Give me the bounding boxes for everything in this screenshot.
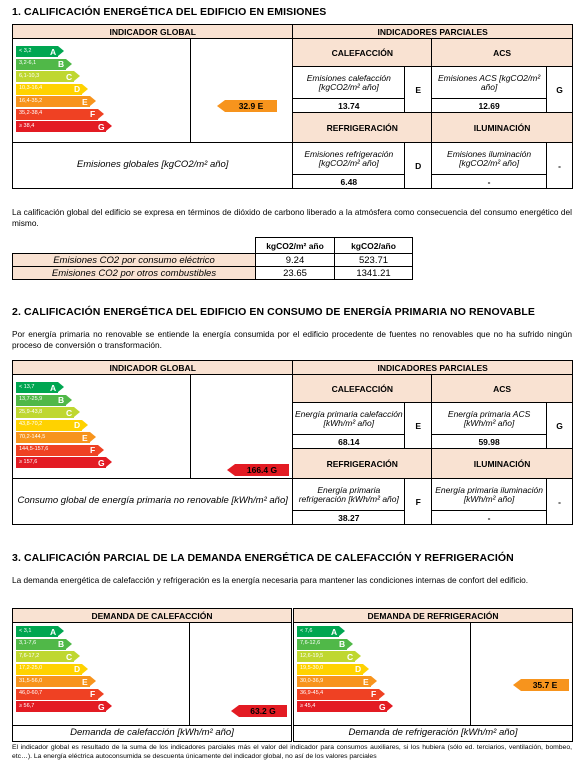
- scale-range-label: ≥ 38,4: [19, 122, 35, 129]
- scale-range-label: ≥ 56,7: [19, 702, 35, 709]
- s1-indicator-cell: [190, 39, 293, 143]
- s1-acs-grade: G: [547, 67, 573, 113]
- co2-row-v1: 23.65: [256, 267, 335, 280]
- scale-range-label: 6,1-10,3: [19, 72, 40, 79]
- scale-range-label: 70,2-144,5: [19, 433, 46, 440]
- s1-calef-value: 13.74: [293, 99, 405, 113]
- scale-letter: E: [363, 676, 369, 687]
- co2-table: [12, 237, 413, 280]
- s2-ilum-value: -: [432, 511, 547, 525]
- s3-cool-indicator-cell: [471, 623, 573, 726]
- scale-range-label: 7,6-17,2: [19, 652, 40, 659]
- s2-calef-label: Energía primaria calefacción [kWh/m² año]: [293, 403, 405, 435]
- scale-letter: D: [355, 664, 362, 674]
- s2-ilum-grade: -: [547, 479, 573, 525]
- co2-row-v2: 523.71: [335, 254, 413, 267]
- s3-heat-label: Demanda de calefacción [kWh/m² año]: [13, 726, 292, 742]
- s1-ilum-grade: -: [547, 143, 573, 189]
- s1-acs-label: Emisiones ACS [kgCO2/m² año]: [432, 67, 547, 99]
- s2-refrig-title: REFRIGERACIÓN: [293, 449, 432, 479]
- s2-paragraph: Por energía primaria no renovable se entiende la energía consumida por el edificio procedente de fuentes no renovables que no ha sufrido ningún proceso de conversión o transformación.: [12, 329, 572, 350]
- s1-calef-grade: E: [405, 67, 432, 113]
- co2-row-v1: 9.24: [256, 254, 335, 267]
- scale-letter: G: [98, 701, 105, 712]
- scale-letter: C: [66, 651, 73, 662]
- scale-range-label: ≥ 45,4: [300, 702, 316, 709]
- scale-letter: D: [74, 420, 81, 430]
- scale-letter: G: [98, 121, 105, 132]
- scale-letter: G: [379, 701, 386, 712]
- scale-range-label: 43,8-70,2: [19, 421, 43, 427]
- scale-letter: F: [371, 689, 377, 699]
- s2-refrig-grade: F: [405, 479, 432, 525]
- s2-global-header: INDICADOR GLOBAL: [13, 361, 293, 375]
- s3-cool-header: DEMANDA DE REFRIGERACIÓN: [294, 609, 573, 623]
- scale-letter: C: [66, 71, 73, 82]
- indicator-value: 32.9 E: [238, 101, 264, 111]
- s2-partial-header: INDICADORES PARCIALES: [293, 361, 573, 375]
- indicator-value: 166.4 G: [246, 465, 278, 475]
- scale-range-label: 144,5-157,6: [19, 446, 49, 452]
- s1-partial-header: INDICADORES PARCIALES: [293, 25, 573, 39]
- scale-range-label: < 13,7: [19, 383, 35, 390]
- s1-calef-label: Emisiones calefacción [kgCO2/m² año]: [293, 67, 405, 99]
- s2-calef-value: 68.14: [293, 435, 405, 449]
- scale-range-label: 17,2-25,0: [19, 665, 43, 671]
- co2-col2-header: kgCO2/año: [335, 238, 413, 254]
- section-1-title: 1. CALIFICACIÓN ENERGÉTICA DEL EDIFICIO EN EMISIONES: [12, 6, 327, 18]
- scale-range-label: 3,2-6,1: [19, 60, 37, 66]
- s2-acs-value: 59.98: [432, 435, 547, 449]
- s2-indicator-cell: [190, 375, 293, 479]
- s3-cool-label: Demanda de refrigeración [kWh/m² año]: [294, 726, 573, 742]
- s1-global-header: INDICADOR GLOBAL: [13, 25, 293, 39]
- s1-ilum-title: ILUMINACIÓN: [432, 113, 573, 143]
- s2-acs-title: ACS: [432, 375, 573, 403]
- scale-letter: F: [90, 109, 96, 119]
- scale-range-label: 36,9-45,4: [300, 690, 324, 696]
- s1-refrig-title: REFRIGERACIÓN: [293, 113, 432, 143]
- s3-paragraph: La demanda energética de calefacción y refrigeración es la energía necesaria para mantener las condiciones internas de confort del edificio.: [12, 575, 529, 585]
- scale-letter: F: [90, 689, 96, 699]
- s2-indicators-table: [12, 360, 573, 525]
- s2-acs-grade: G: [547, 403, 573, 449]
- scale-range-label: < 3,1: [19, 627, 32, 634]
- indicator-value: 35.7 E: [532, 680, 558, 690]
- s1-global-label: Emisiones globales [kgCO2/m² año]: [13, 143, 293, 189]
- scale-range-label: 35,2-38,4: [19, 110, 43, 116]
- scale-letter: B: [339, 639, 346, 649]
- s1-acs-title: ACS: [432, 39, 573, 67]
- scale-letter: G: [98, 457, 105, 468]
- s1-calef-title: CALEFACCIÓN: [293, 39, 432, 67]
- s1-ilum-value: -: [432, 175, 547, 189]
- scale-letter: A: [50, 626, 57, 637]
- scale-range-label: 30,0-36,9: [300, 677, 324, 684]
- scale-range-label: 3,1-7,6: [19, 640, 37, 646]
- scale-letter: E: [82, 96, 88, 107]
- co2-col1-header: kgCO2/m² año: [256, 238, 335, 254]
- s3-cool-rating-indicator: [513, 679, 569, 691]
- scale-letter: C: [347, 651, 354, 662]
- scale-letter: A: [50, 46, 57, 57]
- scale-range-label: < 7,6: [300, 627, 313, 634]
- s1-ilum-label: Emisiones iluminación [kgCO2/m² año]: [432, 143, 547, 175]
- s2-refrig-value: 38.27: [293, 511, 405, 525]
- s1-rating-indicator: [217, 100, 277, 112]
- scale-letter: D: [74, 84, 81, 94]
- s2-ilum-label: Energía primaria iluminación [kWh/m² año]: [432, 479, 547, 511]
- scale-letter: B: [58, 639, 65, 649]
- s1-acs-value: 12.69: [432, 99, 547, 113]
- s2-calef-grade: E: [405, 403, 432, 449]
- section-2-title: 2. CALIFICACIÓN ENERGÉTICA DEL EDIFICIO EN CONSUMO DE ENERGÍA PRIMARIA NO RENOVABLE: [12, 306, 536, 318]
- s1-paragraph: La calificación global del edificio se expresa en términos de dióxido de carbono liberado a la atmósfera como consecuencia del consumo energético del mismo.: [12, 207, 572, 228]
- footnote: El indicador global es resultado de la suma de los indicadores parciales más el valor del indicador para consumos auxiliares, si los hubiera (sólo ed. terciarios, ventilación, bombeo, etc…). La energía eléctrica autoconsumida se descuenta únicamente del indicador global, no así de los valores parciales: [12, 744, 572, 760]
- s1-refrig-value: 6.48: [293, 175, 405, 189]
- indicator-value: 63.2 G: [250, 706, 276, 716]
- s2-acs-label: Energía primaria ACS [kWh/m² año]: [432, 403, 547, 435]
- s1-refrig-grade: D: [405, 143, 432, 189]
- scale-range-label: 25,9-43,8: [19, 408, 43, 415]
- scale-range-label: 7,6-12,6: [300, 640, 321, 646]
- scale-letter: B: [58, 395, 65, 405]
- scale-range-label: 31,5-56,0: [19, 677, 43, 684]
- scale-range-label: 12,6-19,5: [300, 652, 324, 659]
- s1-indicators-table: [12, 24, 573, 189]
- s2-calef-title: CALEFACCIÓN: [293, 375, 432, 403]
- scale-range-label: 46,0-60,7: [19, 690, 43, 696]
- co2-row-label: Emisiones CO2 por otros combustibles: [13, 267, 256, 280]
- s2-global-label: Consumo global de energía primaria no renovable [kWh/m² año]: [13, 479, 293, 525]
- s2-ilum-title: ILUMINACIÓN: [432, 449, 573, 479]
- scale-letter: F: [90, 445, 96, 455]
- s3-heat-header: DEMANDA DE CALEFACCIÓN: [13, 609, 292, 623]
- scale-range-label: ≥ 157,6: [19, 458, 38, 465]
- scale-range-label: 16,4-35,2: [19, 97, 43, 104]
- s2-rating-indicator: [227, 464, 289, 476]
- s3-heat-rating-indicator: [231, 705, 287, 717]
- s2-refrig-label: Energía primaria refrigeración [kWh/m² año]: [293, 479, 405, 511]
- scale-range-label: < 3,2: [19, 47, 32, 54]
- scale-letter: E: [82, 676, 88, 687]
- scale-range-label: 10,3-16,4: [19, 85, 43, 91]
- s1-refrig-label: Emisiones refrigeración [kgCO2/m² año]: [293, 143, 405, 175]
- scale-letter: C: [66, 407, 73, 418]
- scale-letter: B: [58, 59, 65, 69]
- scale-letter: A: [50, 382, 57, 393]
- co2-row-label: Emisiones CO2 por consumo eléctrico: [13, 254, 256, 267]
- table-row: [13, 267, 413, 280]
- scale-range-label: 13,7-25,9: [19, 396, 43, 402]
- scale-letter: D: [74, 664, 81, 674]
- scale-letter: E: [82, 432, 88, 443]
- section-3-title: 3. CALIFICACIÓN PARCIAL DE LA DEMANDA ENERGÉTICA DE CALEFACCIÓN Y REFRIGERACIÓN: [12, 552, 514, 564]
- table-row: [13, 254, 413, 267]
- scale-letter: A: [331, 626, 338, 637]
- scale-range-label: 19,5-30,0: [300, 665, 324, 671]
- co2-row-v2: 1341.21: [335, 267, 413, 280]
